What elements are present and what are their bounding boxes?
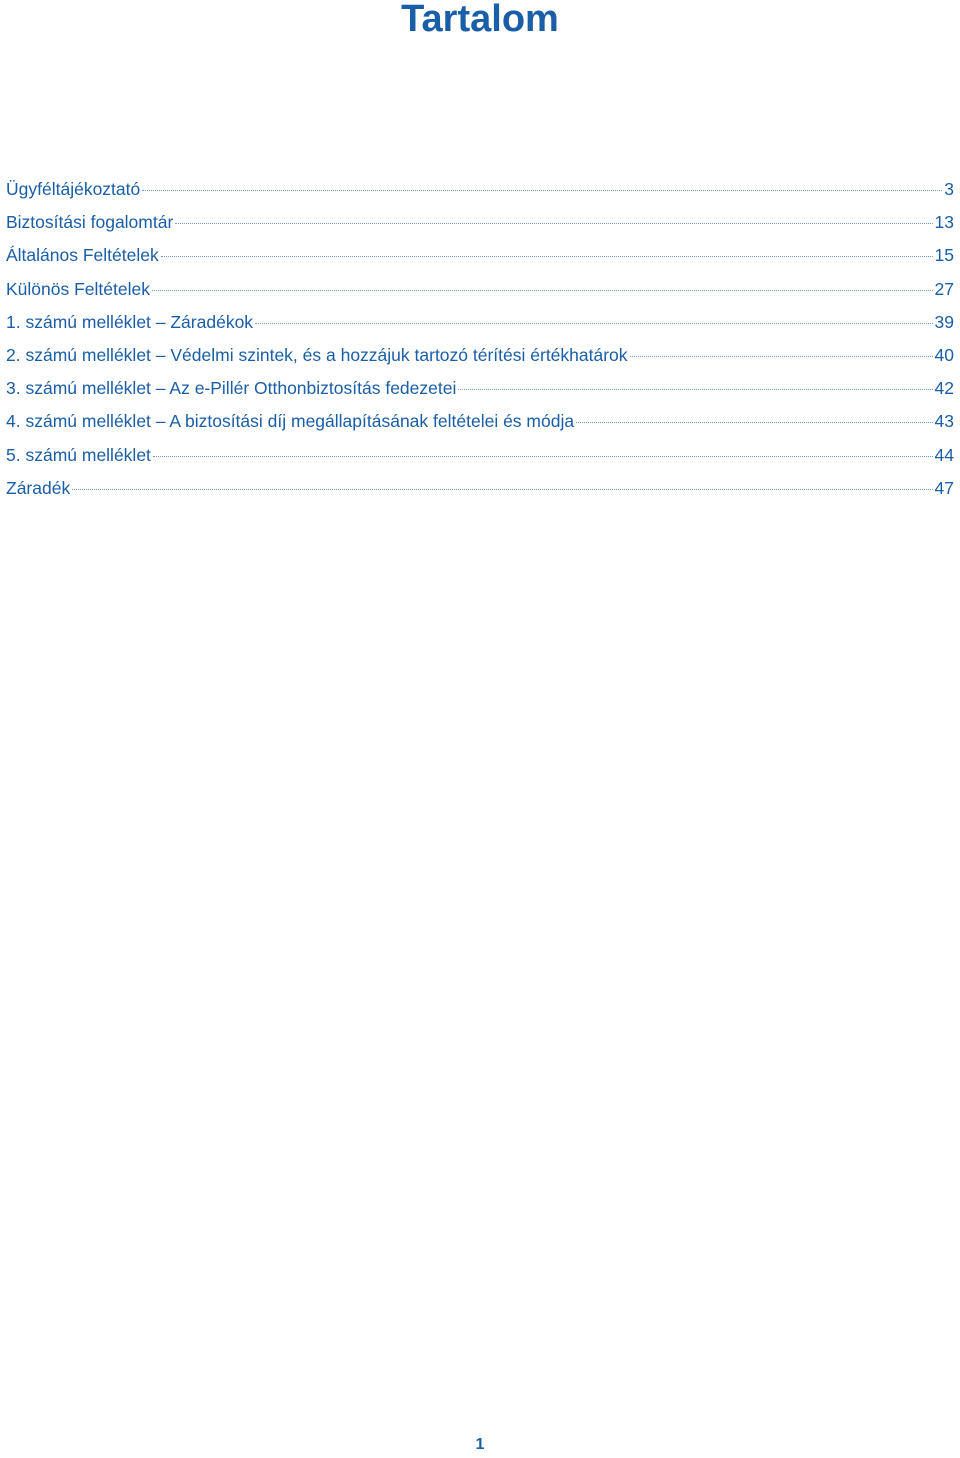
toc-entry-page: 47 [934, 477, 954, 498]
toc-entry[interactable] [6, 206, 954, 239]
dot-leader [576, 421, 932, 423]
toc-entry[interactable] [6, 372, 954, 405]
toc-entry[interactable] [6, 239, 954, 272]
toc-entry-label: Záradék [6, 477, 71, 498]
dot-leader [72, 488, 932, 490]
toc-entry-label: 5. számú melléklet [6, 444, 151, 465]
toc-entry-page: 43 [934, 411, 954, 432]
dot-leader [152, 289, 933, 291]
toc-entry-page: 40 [934, 344, 954, 365]
toc-entry[interactable] [6, 405, 954, 438]
dot-leader [153, 455, 933, 457]
table-of-contents [6, 173, 954, 505]
toc-entry-page: 13 [934, 212, 954, 233]
toc-entry-label: Biztosítási fogalomtár [6, 212, 174, 233]
toc-entry-label: 4. számú melléklet – A biztosítási díj megállapításának feltételei és módja [6, 411, 575, 432]
toc-entry-page: 42 [934, 378, 954, 399]
dot-leader [255, 322, 932, 324]
toc-entry[interactable] [6, 173, 954, 206]
toc-entry-label: 2. számú melléklet – Védelmi szintek, és a hozzájuk tartozó térítési értékhatárok [6, 344, 628, 365]
page-number: 1 [475, 1436, 485, 1453]
toc-entry[interactable] [6, 472, 954, 505]
dot-leader [630, 355, 933, 357]
toc-entry-page: 3 [944, 179, 954, 199]
toc-entry[interactable] [6, 273, 954, 306]
toc-entry[interactable] [6, 439, 954, 472]
toc-entry-label: Általános Feltételek [6, 245, 159, 266]
dot-leader [458, 388, 932, 390]
toc-entry-label: 1. számú melléklet – Záradékok [6, 311, 254, 332]
dot-leader [142, 189, 942, 191]
toc-entry-page: 27 [934, 278, 954, 299]
toc-entry-label: Ügyféltájékoztató [6, 179, 141, 199]
dot-leader [175, 222, 932, 224]
dot-leader [161, 255, 933, 257]
toc-entry[interactable] [6, 339, 954, 372]
toc-entry[interactable] [6, 306, 954, 339]
toc-entry-label: Különös Feltételek [6, 278, 150, 299]
toc-entry-page: 39 [934, 311, 954, 332]
page-title: Tartalom [401, 0, 559, 40]
toc-entry-page: 15 [934, 245, 954, 266]
toc-entry-page: 44 [934, 444, 954, 465]
toc-entry-label: 3. számú melléklet – Az e-Pillér Otthonbiztosítás fedezetei [6, 378, 457, 399]
